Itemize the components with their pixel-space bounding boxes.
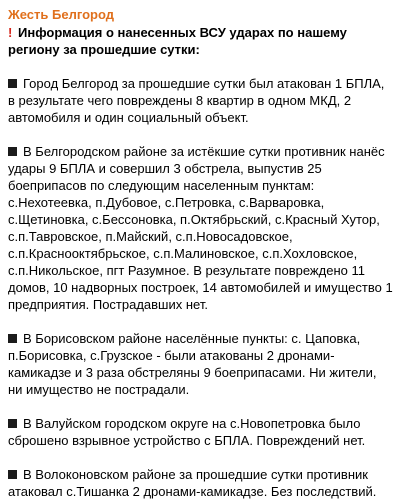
channel-name[interactable]: Жесть Белгород: [8, 7, 114, 22]
message-headline: [8, 24, 393, 58]
paragraph-belgorod-city: [8, 75, 393, 126]
paragraph-volokonovka-district: [8, 466, 393, 500]
headline-text: Информация о нанесенных ВСУ ударах по нашему региону за прошедшие сутки:: [8, 25, 347, 57]
paragraph-text: Город Белгород за прошедшие сутки был атакован 1 БПЛА, в результате чего повреждены 8 квартир в одном МКД, 2 автомобиля и один социальный объект.: [8, 76, 385, 125]
black-square-icon: [8, 470, 17, 479]
paragraph-text: В Валуйском городском округе на с.Новопетровка было сброшено взрывное устройство с БПЛА. Повреждений нет.: [8, 416, 366, 448]
paragraph-text: В Борисовском районе населённые пункты: с. Цаповка, п.Борисовка, с.Грузское - были атакованы 2 дронами-камикадзе и 3 раза обстреляны 9 боеприпасами. Ни жители, ни имущество не пострадали.: [8, 331, 377, 397]
paragraph-text: В Белгородском районе за истёкшие сутки противник нанёс удары 9 БПЛА и совершил 3 обстрела, выпустив 25 боеприпасов по следующим населенным пунктам: с.Нехотеевка, п.Дубовое, с.Петровка, с.Варваровка, с.Щетиновка, с.Бессоновка, п.Октябрьский, с.Красный Хутор, с.п.Тавровское, п.Майский, с.п.Новосадовское, с.п.Краснооктябрьское, с.п.Малиновское, с.п.Хохловское, с.п.Никольское, пгт Разумное. В результате повреждено 11 домов, 10 надворных построек, 14 автомобилей и имущество 1 предприятия. Пострадавших нет.: [8, 144, 393, 312]
paragraph-belgorod-district: [8, 143, 393, 313]
black-square-icon: [8, 147, 17, 156]
paragraph-valuyki-district: [8, 415, 393, 449]
exclamation-icon: !: [8, 25, 13, 40]
black-square-icon: [8, 419, 17, 428]
paragraph-borisovka-district: [8, 330, 393, 398]
black-square-icon: [8, 79, 17, 88]
paragraph-text: В Волоконовском районе за прошедшие сутки противник атаковал с.Тишанка 2 дронами-камикадзе. Без последствий.: [8, 467, 377, 499]
black-square-icon: [8, 334, 17, 343]
